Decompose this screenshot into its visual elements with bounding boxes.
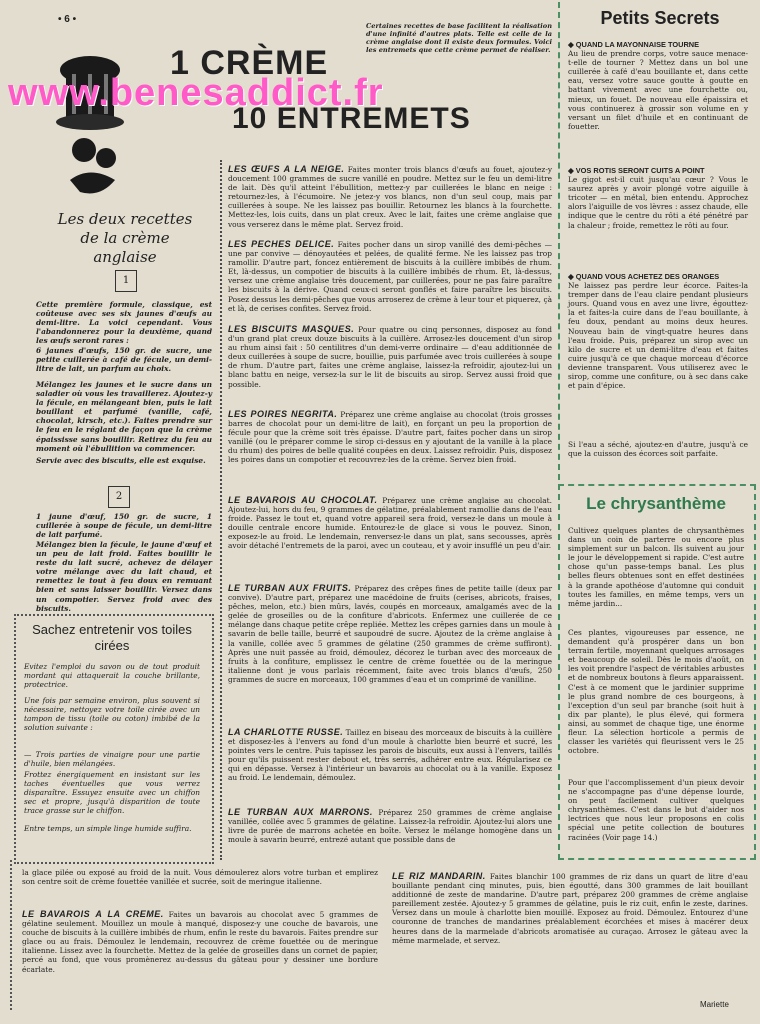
title-line2: 10 ENTREMETS <box>232 102 471 135</box>
recipe1-steps: Mélangez les jaunes et le sucre dans un saladier où vous les travaillerez. Ajoutez-y la fécule, en mélangeant bien, puis le lait bouillant et parfumé (vanille, café, chocolat, kirsch, etc.). Faites prendre sur le feu en le réglant de façon que la crème épaississe sans bouillir. Retirez du feu au moment où l'ébullition va commencer. <box>36 380 212 453</box>
recipe-text: Taillez en biseau des morceaux de biscuits à la cuillère et disposez-les à l'envers au fond d'un moule à charlotte bien beurré et sucré, les pointes vers le centre. Puis tapissez les parois de biscuits, eux aussi à l'envers, taillés pour qu'ils puissent rester debout et, très serrés, adhérer entre eux. Régularisez ce qui en dépasse. Versez à l'intérieur un bavarois au chocolat ou à la vanille. Exposez au froid. Le lendemain, démoulez. <box>228 728 552 783</box>
recipe-oeufs-neige <box>228 165 552 229</box>
toiles-p2: Une fois par semaine environ, plus souvent si nécessaire, nettoyez votre toile cirée avec un tampon de tissu (toile ou coton) imbibé de la solution suivante : <box>24 696 200 733</box>
recipe-title: LE BAVAROIS AU CHOCOLAT. <box>228 495 378 505</box>
recipe-turban-marrons <box>228 808 552 844</box>
recipe-charlotte-russe <box>228 728 552 783</box>
recipe-title: LES PECHES DELICE. <box>228 239 335 249</box>
chrysantheme-title: Le chrysanthème <box>586 494 726 513</box>
recipe2-steps: Mélangez bien la fécule, le jaune d'œuf et un peu de lait froid. Faites bouillir le reste du lait sucré, achevez de délayer votre mélange avec du lait chaud, et remettez le tout à feu doux en remuant bien et sans laisser bouillir. Versez dans un compotier. Servez froid avec des biscuits. <box>36 540 212 613</box>
secret-mayonnaise <box>568 40 748 131</box>
secret-oranges <box>568 272 748 390</box>
secret-rotis <box>568 166 748 230</box>
recipe-text: Faites un bavarois au chocolat avec 5 grammes de gélatine seulement. Mouillez un moule à manqué, disposez-y une couche de bavarois, une couche de biscuits à la cuillère imbibés de rhum, enfin le reste du bavarois. Faites prendre sur glace ou au frais. Démoulez le lendemain, recouvrez de crème fouettée ou de meringue italienne. Lissez avec la fourchette. Mettez de la gelée de groseilles dans un cornet de papier, percé au fond, que vous promènerez au-dessus du gâteau pour y dessiner une bordure écarlate. <box>22 910 378 974</box>
intro-text: Certaines recettes de base facilitent la réalisation d'une infinité d'autres plats. Telle est celle de la crème anglaise dont il existe deux formules. Voici les entremets que cette crème permet de réaliser. <box>366 22 552 55</box>
recipe1-serve: Servie avec des biscuits, elle est exquise. <box>36 456 206 465</box>
title-line1: 1 CRÈME <box>170 44 329 82</box>
secret-text: Le gigot est-il cuit jusqu'au cœur ? Vous le saurez après y avoir plongé votre aiguille à tricoter — en métal, bien entendu. Approchez alors l'aiguille de vos lèvres : assez chaude, elle indique que le centre du rôti a été pénétré par la chaleur ; froide, remettez le rôti au four. <box>568 175 748 230</box>
secret-heading: ◆ QUAND LA MAYONNAISE TOURNE <box>568 40 700 49</box>
recipe-title: LA CHARLOTTE RUSSE. <box>228 727 344 737</box>
recipe-bavarois-chocolat <box>228 496 552 551</box>
recipe-turban-marrons-cont: la glace pilée ou exposé au froid de la nuit. Vous démoulerez alors votre turban et emplirez son centre soit de crème fouettée vanillée et sucrée, soit de meringue italienne. <box>22 868 378 887</box>
recipe-text: Faites blanchir 100 grammes de riz dans un quart de litre d'eau bouillante pendant cinq minutes, puis, bien égoutté, dans 300 grammes de lait bouillant additionné de zeste de mandarine. D'autre part, préparez 200 grammes de crème anglaise pareillement zestée. Ajoutez-y 5 grammes de gélatine, puis le riz cuit, enfin le zeste, darines. Versez dans un moule à charlotte bien mouillé. Exposez au froid. Démoulez. Entourez d'une couronne de tranches de mandarines préalablement écorchées et mises à macérer deux heures dans de la marmelade d'abricots aromatisée au curaçao. Arrosez le gâteau avec la même marmelade, et servez. <box>392 872 748 945</box>
recipe1-ingredients: 6 jaunes d'œufs, 150 gr. de sucre, une petite cuillerée à café de fécule, un demi-litre de lait, un parfum au choix. <box>36 346 212 374</box>
recipe-text: Pour quatre ou cinq personnes, disposez au fond d'un grand plat creux douze biscuits à la cuillère. Arrosez-les doucement d'un sirop au rhum ainsi fait : 50 centilitres d'un demi-verre ordinaire — d'eau additionnée de deux cuillerées à soupe de sucre, bouillie, puis parfumée avec trois cuillerées à soupe de rhum. D'autre part, faites une crème anglaise, laissez-la refroidir, ajoutez-lui un blanc battu en neige, versez-la sur le lit de biscuits au sirop. Servez aussi froid que possible. <box>228 325 553 389</box>
recipe-text: Faites pocher dans un sirop vanillé des demi-pêches — une par convive — dénoyautées et pelées, de qualité ferme. Ne les laissez pas trop ramollir. D'autre part, foncez entièrement de biscuits à la cuillère imbibés de rhum. Et, là-dessus, un compotier de biscuits à la cuillère imbibés de rhum. Et, là-dessus, versez une crème anglaise très doucement, par cuillerées, pour ne pas faire paraître les biscuits à la dérive. Quand ceux-ci seront gonflés et faire paraître les biscuits. Posez dessus les demi-pêches que vous arroserez de crème à leur tour et piquerez, çà et là, de cerises confites. Servez froid. <box>228 240 552 313</box>
watermark: www.benesaddict.fr <box>8 72 384 114</box>
recipe-title: LES BISCUITS MASQUES. <box>228 324 355 334</box>
recipe-poires-negrita <box>228 410 552 465</box>
page-number: • 6 • <box>58 14 77 25</box>
badge-1: 1 <box>115 270 137 292</box>
recipe-title: LES POIRES NEGRITA. <box>228 409 338 419</box>
recipe1-intro: Cette première formule, classique, est coûteuse avec ses six jaunes d'œufs au demi-litre. La voici cependant. Vous l'abandonnerez pour la deuxième, quand les œufs seront rares : <box>36 300 212 346</box>
recipe-turban-fruits <box>228 584 552 684</box>
secret-text: Ne laissez pas perdre leur écorce. Faites-la tremper dans de l'eau claire pendant plusieurs jours. Quand vous en avez une livre, égouttez-la et faites-la cuire dans de l'eau bouillante, à feu doux, pendant au moins deux heures. Nouveau bain de vingt-quatre heures dans l'eau froide. Puis, préparez un sirop avec un kilo de sucre et un demi-litre d'eau et faites cuire jusqu'à ce que chaque morceau d'écorce devienne transparent. Vous utiliserez avec le sirop, comme une confiture, ou à sec dans cake et pain d'épice. <box>568 281 748 391</box>
recipe-title: LE RIZ MANDARIN. <box>392 871 486 881</box>
recipe-title: LE TURBAN AUX FRUITS. <box>228 583 352 593</box>
recipe-title: LE BAVAROIS A LA CREME. <box>22 909 164 919</box>
recipe-text: Préparez 250 grammes de crème anglaise vanillée, collée avec 5 grammes de gélatine. Laissez-la refroidir. Ajoutez-lui alors une livre de purée de marrons achetée en boîte. Versez le mélange homogène dans un moule à savarin beurré, entrezé autant que possible dans de <box>228 808 552 845</box>
dessert-illustration <box>40 40 140 200</box>
recipe-title: LES ŒUFS A LA NEIGE. <box>228 164 345 174</box>
chrysantheme-p1: Cultivez quelques plantes de chrysanthèmes dans un coin de parterre ou encore plus simplement sur un balcon. Ils suivent au jour le jour le développement si rapide. C'est autre chose qu'un passe-temps banal. Les plus belles fleurs obtenues sont en effet destinées à la grande apothéose d'automne qui conduit toutes les familles, en même temps, vers un même jardin... <box>568 526 744 608</box>
recipe-text: Préparez une crème anglaise au chocolat (trois grosses barres de chocolat pour un demi-litre de lait), en forçant un peu la proportion de fécule pour que la crème soit très épaisse. D'autre part, faites pocher dans un sirop vanillé (ou le préparer comme le sirop ci-dessus en y ajoutant de la vanille à la place du rhum) des poires de belle qualité coupées en deux. Laissez refroidir. Puis, disposez les poires dans un compotier et recouvrez-les de la crème. Servez bien froid. <box>228 410 552 465</box>
secret-text: Au lieu de prendre corps, votre sauce menace-t-elle de tourner ? Mettez dans un bol une cuillerée à café d'eau bouillante et, dans cette eau, versez votre sauce goutte à goutte en battant vivement avec une fourchette ou, mieux, un fouet. De nouveau elle épaissira et vous continuerez à grossir son volume en y versant un filet d'huile et en continuant de fouetter. <box>568 49 748 131</box>
secret-oranges-note: Si l'eau a séché, ajoutez-en d'autre, jusqu'à ce que la cuisson des écorces soit parfaite. <box>568 440 748 459</box>
recipe2-ingredients: 1 jaune d'œuf, 150 gr. de sucre, 1 cuillerée à soupe de fécule, un demi-litre de lait parfumé. <box>36 512 212 540</box>
recipe-bavarois-creme <box>22 910 378 974</box>
middle-column-divider <box>220 160 222 860</box>
left-heading: Les deux recettes de la crème anglaise <box>57 210 193 266</box>
toiles-title: Sachez entretenir vos toiles cirées <box>32 622 192 653</box>
chrysantheme-p2: Ces plantes, vigoureuses par essence, ne demandent qu'à prospérer dans un bon terrain fertile, moyennant quelques arrosages et beaucoup de soleil. Dès le mois d'août, on les voit prendre l'aspect de véritables arbustes et de nombreux boutons à fleurs apparaissent. C'est à ce moment que le jardinier supprime le plus grand nombre de ces bourgeons, à l'exception d'un seul par branche (soit huit à dix par plante), le plus élevé, qui formera ainsi, au sommet de chaque tige, une énorme fleur. La sélection horticole a permis de classer les variétés qui fleurissent vers le 25 octobre. <box>568 628 744 756</box>
petits-secrets-title: Petits Secrets <box>600 8 720 28</box>
chrysantheme-p3: Pour que l'accomplissement d'un pieux devoir ne s'accompagne pas d'une dépense lourde, on peut facilement cultiver quelques chrysanthèmes. C'est dans le but d'aider nos lectrices que nous leur proposons en colis spécial une petite collection de boutures racinées (Voir page 14.) <box>568 778 744 842</box>
recipe-peches-delice <box>228 240 552 313</box>
recipe-text: Préparez des crêpes fines de petite taille (deux par convive). D'autre part, préparez une macédoine de fruits (cerises, abricots, fraises, pêches, melon, etc.) bien mûrs, lavés, coupés en morceaux, amalgamés avec de la gelée de groseilles ou de la confiture d'abricots. Enfermez une cuillerée de ce mélange dans chaque petite crêpe repliée. Mettez les crêpes garnies dans un moule à savarin de belle taille, beurré et saupoudré de sucre. Ajoutez de la crème anglaise à la vanille, collée avec 5 grammes de gélatine (250 grammes de crème suffiront). Après une nuit passée au froid, démoulez, décorez le turban avec des morceaux de fruits à la confiture, emplissez le centre de crème fouettée ou de la meringue italienne dont je vous parlais récemment, faite avec trois blancs d'œufs, 250 grammes de sucre en morceaux, 100 grammes d'eau et un comprimé de vanilline. <box>228 584 552 684</box>
toiles-p4: Frottez énergiquement en insistant sur les taches éventuelles que vous verrez disparaître. Essuyez ensuite avec un chiffon sec et propre, jusqu'à disparition de toute trace grasse sur le chiffon. <box>24 770 200 816</box>
secret-heading: ◆ VOS ROTIS SERONT CUITS A POINT <box>568 166 705 175</box>
signature: Mariette <box>700 1000 729 1009</box>
recipe-title: LE TURBAN AUX MARRONS. <box>228 807 373 817</box>
toiles-p3: — Trois parties de vinaigre pour une partie d'huile, bien mélangées. <box>24 750 200 769</box>
toiles-p5: Entre temps, un simple linge humide suffira. <box>24 824 192 833</box>
recipe-biscuits-masques <box>228 325 552 389</box>
recipe-text: Faites monter trois blancs d'œufs au fouet, ajoutez-y doucement 100 grammes de sucre vanillé en poudre. Mettez sur le feu un demi-litre de lait. Dès qu'il atteint l'ébullition, mettez-y par cuillerées le blanc en neige : retournez-les, à l'écumoire. Ne jetez-y vos blancs, non d'un seul coup, mais par cuillerées à soupe. Ne les laissez pas bouillir. Retournez les blancs à la fourchette. Mettez-les, lois cuits, dans un plat creux. Avec le lait, faites une crème anglaise que vous verserez dans le même plat. Servez froid. <box>228 165 552 229</box>
badge-2: 2 <box>108 486 130 508</box>
recipe-text: Préparez une crème anglaise au chocolat. Ajoutez-lui, hors du feu, 9 grammes de gélatine, préalablement ramollie dans de l'eau froide. Passez le tout et, quand votre appareil sera froid, versez-le dans un moule à douille centrale encore humide. Entourez-le de glace si vous le pouvez. Sinon, exposez-le au froid. Le lendemain, renversez-le dans un plat, sans secousses, après avoir détaché l'entremets de la paroi, avec un couteau, et y avoir insufflé un peu d'air. <box>228 496 552 551</box>
secret-heading: ◆ QUAND VOUS ACHETEZ DES ORANGES <box>568 272 720 281</box>
recipe-riz-mandarin <box>392 872 748 945</box>
toiles-p1: Evitez l'emploi du savon ou de tout produit mordant qui attaquerait la couche brillante, protectrice. <box>24 662 200 690</box>
